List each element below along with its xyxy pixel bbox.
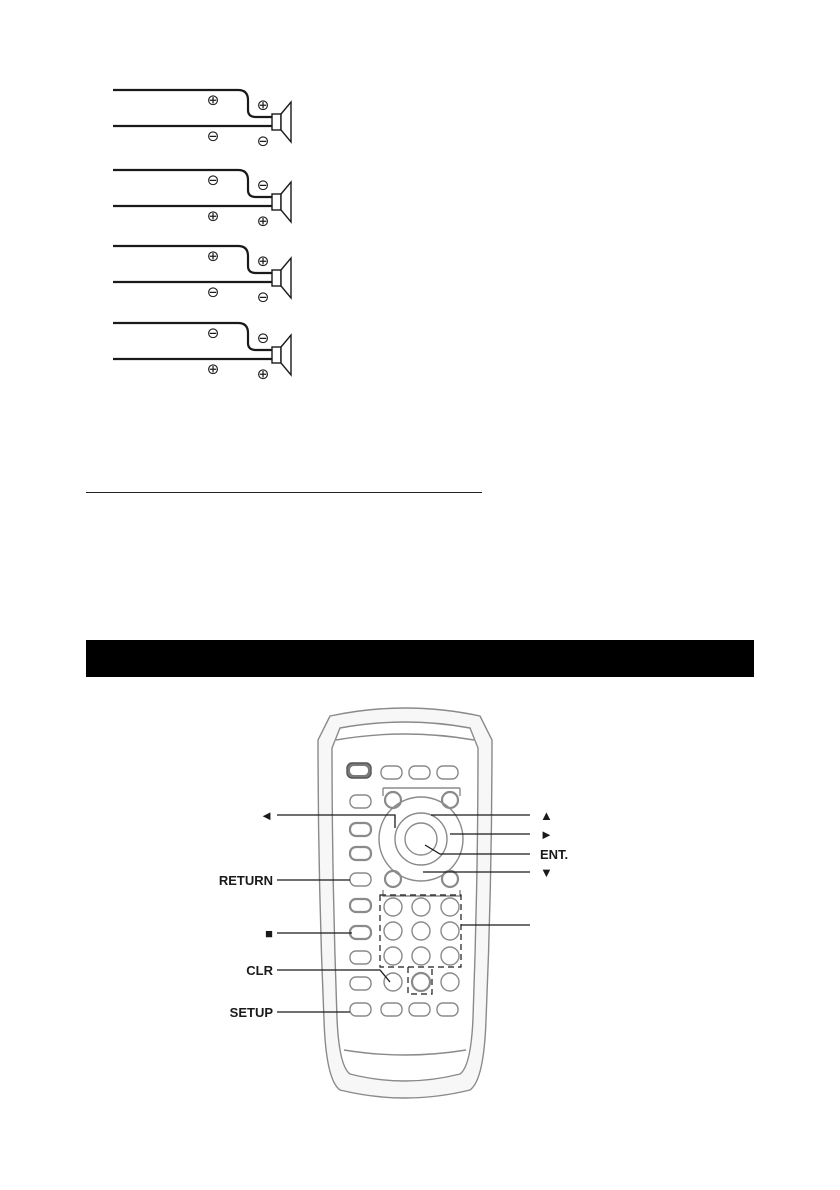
polarity-speaker-top: ⊖ xyxy=(256,329,270,347)
polarity-speaker-top: ⊕ xyxy=(256,252,270,270)
wire-top xyxy=(113,90,272,117)
callout-return: RETURN xyxy=(218,873,273,888)
speaker-wiring-1 xyxy=(113,90,291,150)
wire-top xyxy=(113,323,272,350)
speaker-icon xyxy=(281,102,291,142)
polarity-wire-top: ⊖ xyxy=(206,324,220,342)
polarity-wire-bottom: ⊖ xyxy=(206,127,220,145)
polarity-speaker-bottom: ⊕ xyxy=(256,365,270,383)
speaker-icon xyxy=(281,335,291,375)
polarity-wire-top: ⊕ xyxy=(206,91,220,109)
polarity-wire-top: ⊕ xyxy=(206,247,220,265)
callout-clr: CLR xyxy=(246,963,273,978)
speaker-magnet xyxy=(272,270,281,286)
polarity-wire-bottom: ⊖ xyxy=(206,283,220,301)
speaker-wiring-2 xyxy=(113,170,291,230)
callout-stop: ■ xyxy=(265,926,273,941)
polarity-speaker-top: ⊖ xyxy=(256,176,270,194)
speaker-wiring-4 xyxy=(113,323,291,383)
speaker-icon xyxy=(281,182,291,222)
speaker-wiring-group xyxy=(113,90,291,383)
callout-setup: SETUP xyxy=(229,1005,273,1020)
polarity-wire-top: ⊖ xyxy=(206,171,220,189)
polarity-wire-bottom: ⊕ xyxy=(206,207,220,225)
speaker-magnet xyxy=(272,114,281,130)
callout-down-arrow: ▼ xyxy=(540,865,553,880)
polarity-wire-bottom: ⊕ xyxy=(206,360,220,378)
polarity-speaker-bottom: ⊖ xyxy=(256,132,270,150)
speaker-magnet xyxy=(272,347,281,363)
polarity-speaker-bottom: ⊖ xyxy=(256,288,270,306)
speaker-magnet xyxy=(272,194,281,210)
polarity-speaker-top: ⊕ xyxy=(256,96,270,114)
callout-up-arrow: ▲ xyxy=(540,808,553,823)
remote-control xyxy=(318,708,492,1098)
wire-top xyxy=(113,170,272,197)
callout-ent: ENT. xyxy=(540,847,569,862)
callout-right-arrow: ► xyxy=(540,827,553,842)
speaker-icon xyxy=(281,258,291,298)
callout-left-arrow: ◄ xyxy=(260,808,273,823)
wire-top xyxy=(113,246,272,273)
polarity-speaker-bottom: ⊕ xyxy=(256,212,270,230)
speaker-wiring-3 xyxy=(113,246,291,306)
